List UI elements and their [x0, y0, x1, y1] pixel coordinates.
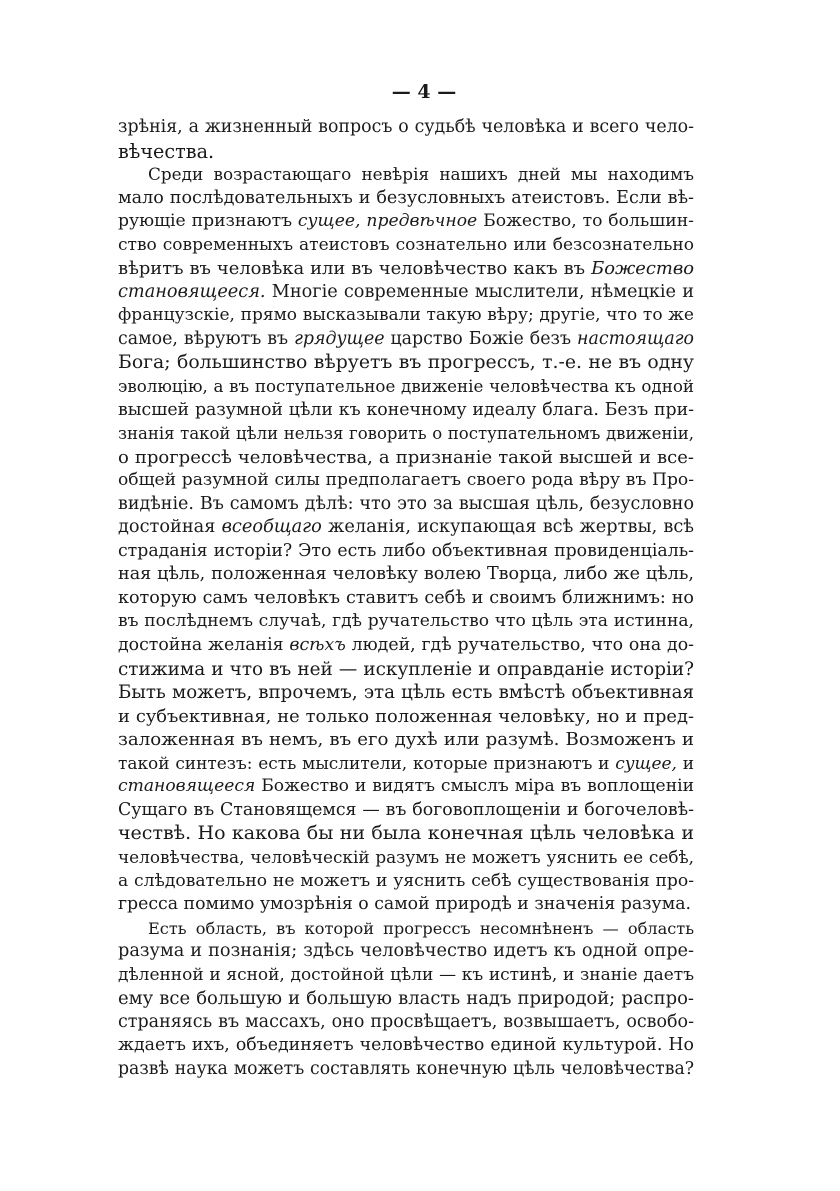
text-segment: знанія такой цѣли нельзя говорить о поступательномъ движеніи, — [118, 424, 694, 444]
text-line — [118, 799, 694, 823]
text-segment: людей, гдѣ ручательство, что она до- — [345, 635, 694, 656]
text-line — [118, 846, 694, 870]
text-segment: развѣ наука можетъ составлять конечную цѣль человѣчества? — [118, 1058, 694, 1079]
text-line — [118, 634, 694, 658]
text-segment: ство современныхъ атеистовъ сознательно или безсознательно — [118, 234, 694, 255]
text-line — [118, 375, 694, 399]
text-segment: въ послѣднемъ случаѣ, гдѣ ручательство что цѣль эта истинна, — [118, 611, 694, 632]
text-segment: Божество и видятъ смыслъ міра въ воплощеніи — [255, 776, 694, 797]
italic-text: сущее, предвѣчное — [297, 211, 478, 232]
text-line — [118, 116, 694, 140]
text-line — [118, 728, 694, 752]
text-line — [118, 399, 694, 423]
text-segment: рующіе признаютъ — [118, 211, 298, 232]
text-segment: видѣніе. Въ самомъ дѣлѣ: что это за высшая цѣль, безусловно — [118, 493, 694, 514]
text-segment: общей разумной силы предполагаетъ своего рода вѣру въ Про- — [118, 470, 694, 491]
text-line — [118, 422, 694, 446]
text-segment: Среди возрастающаго невѣрія нашихъ дней мы находимъ — [148, 164, 694, 185]
text-segment: и — [676, 752, 694, 773]
text-line — [118, 1058, 694, 1082]
text-segment: Бога; большинство вѣруетъ въ прогрессъ, т.-е. не въ одну — [118, 352, 694, 374]
text-line — [118, 304, 694, 328]
text-segment: о прогрессѣ человѣчества, а признаніе такой высшей и все- — [118, 446, 694, 468]
italic-text: становящееся. — [118, 281, 266, 302]
text-segment: зрѣнія, а жизненный вопросъ о судьбѣ человѣка и всего чело- — [118, 117, 694, 137]
text-line — [118, 257, 694, 281]
text-segment: Божество, то большин- — [477, 211, 694, 232]
page-number: — 4 — — [391, 81, 457, 103]
text-line — [118, 940, 694, 964]
italic-text: сущее, — [615, 752, 677, 773]
text-line — [118, 870, 694, 894]
text-line — [118, 281, 694, 305]
italic-text: Божество — [591, 258, 694, 280]
text-segment: вѣритъ въ человѣка или въ человѣчество какъ въ — [118, 258, 592, 280]
text-segment: эволюцію, а въ поступательное движеніе человѣчества къ одной — [118, 377, 694, 397]
text-line — [118, 163, 694, 187]
italic-text: всеобщаго — [221, 517, 322, 538]
text-segment: ждаетъ ихъ, объединяетъ человѣчество единой культурой. Но — [118, 1035, 694, 1056]
text-line — [118, 987, 694, 1011]
text-line — [118, 540, 694, 564]
text-segment: человѣчества, человѣческій разумъ не можетъ уяснить ее себѣ, — [118, 846, 694, 867]
text-segment: дѣленной и ясной, достойной цѣли — къ истинѣ, и знаніе даетъ — [118, 964, 694, 985]
text-segment: мало послѣдовательныхъ и безусловныхъ атеистовъ. Если вѣ- — [118, 187, 694, 208]
text-line — [118, 822, 694, 846]
text-segment: и субъективная, не только положенная человѣку, но и пред- — [118, 705, 694, 727]
text-line — [118, 516, 694, 540]
text-line — [118, 493, 694, 517]
text-segment: страданія исторіи? Это есть либо объективная провиденціаль- — [118, 540, 694, 561]
text-line — [118, 140, 694, 164]
text-line — [118, 893, 694, 917]
text-segment: стижима и что въ ней — искупленіе и оправданіе исторіи? — [118, 658, 694, 680]
text-segment: которую самъ человѣкъ ставитъ себѣ и своимъ ближнимъ: но — [118, 587, 694, 608]
text-line — [118, 1011, 694, 1035]
text-line — [118, 446, 694, 470]
text-line — [118, 705, 694, 729]
text-segment: самое, вѣруютъ въ — [118, 328, 295, 349]
text-segment: заложенная въ немъ, въ его духѣ или разумѣ. Возможенъ и — [118, 729, 694, 751]
text-line — [118, 587, 694, 611]
text-segment: страняясь въ массахъ, оно просвѣщаетъ, возвышаетъ, освобо- — [118, 1011, 694, 1032]
text-line — [118, 187, 694, 211]
text-line — [118, 563, 694, 587]
text-segment: разума и познанія; здѣсь человѣчество идетъ къ одной опре- — [118, 941, 694, 962]
text-segment: такой синтезъ: есть мыслители, которые признаютъ и — [118, 752, 616, 773]
text-body — [118, 116, 694, 1081]
text-segment: желанія, искупающая всѣ жертвы, всѣ — [321, 517, 694, 538]
text-segment: царство Божіе безъ — [384, 328, 578, 349]
text-line — [118, 351, 694, 375]
text-line — [118, 681, 694, 705]
text-segment: высшей разумной цѣли къ конечному идеалу блага. Безъ при- — [118, 399, 694, 420]
text-segment: достойная — [118, 517, 222, 538]
text-line — [118, 469, 694, 493]
text-segment: чествѣ. Но какова бы ни была конечная цѣль человѣка и — [118, 822, 694, 845]
text-line — [118, 610, 694, 634]
text-segment: гресса помимо умозрѣнія о самой природѣ и значенія разума. — [118, 894, 692, 915]
text-segment: французскіе, прямо высказывали такую вѣру; другіе, что то же — [118, 305, 694, 326]
text-line — [118, 964, 694, 988]
text-segment: вѣчества. — [118, 139, 215, 163]
text-segment: ная цѣль, положенная человѣку волею Творца, либо же цѣль, — [118, 564, 694, 585]
text-segment: а слѣдовательно не можетъ и уяснить себѣ существованія про- — [118, 870, 694, 891]
text-segment: Сущаго въ Становящемся — въ боговоплощеніи и богочеловѣ- — [118, 799, 694, 820]
text-segment: Быть можетъ, впрочемъ, эта цѣль есть вмѣстѣ объективная — [118, 682, 694, 704]
italic-text: грядущее — [294, 328, 385, 349]
text-line — [118, 234, 694, 258]
text-segment: Есть область, въ которой прогрессъ несомнѣненъ — область — [148, 918, 694, 938]
text-line — [118, 328, 694, 352]
text-line — [118, 752, 694, 776]
text-line — [118, 210, 694, 234]
italic-text: настоящаго — [577, 328, 694, 349]
text-segment: достойна желанія — [118, 635, 290, 656]
text-segment: Многіе современные мыслители, нѣмецкіе и — [265, 281, 694, 302]
text-line — [118, 917, 694, 941]
italic-text: становящееся — [118, 776, 256, 797]
text-line — [118, 775, 694, 799]
italic-text: всѣхъ — [289, 635, 346, 656]
text-line — [118, 1034, 694, 1058]
text-line — [118, 658, 694, 682]
text-segment: ему все большую и большую власть надъ природой; распро- — [118, 988, 694, 1010]
document-page — [118, 80, 694, 1081]
